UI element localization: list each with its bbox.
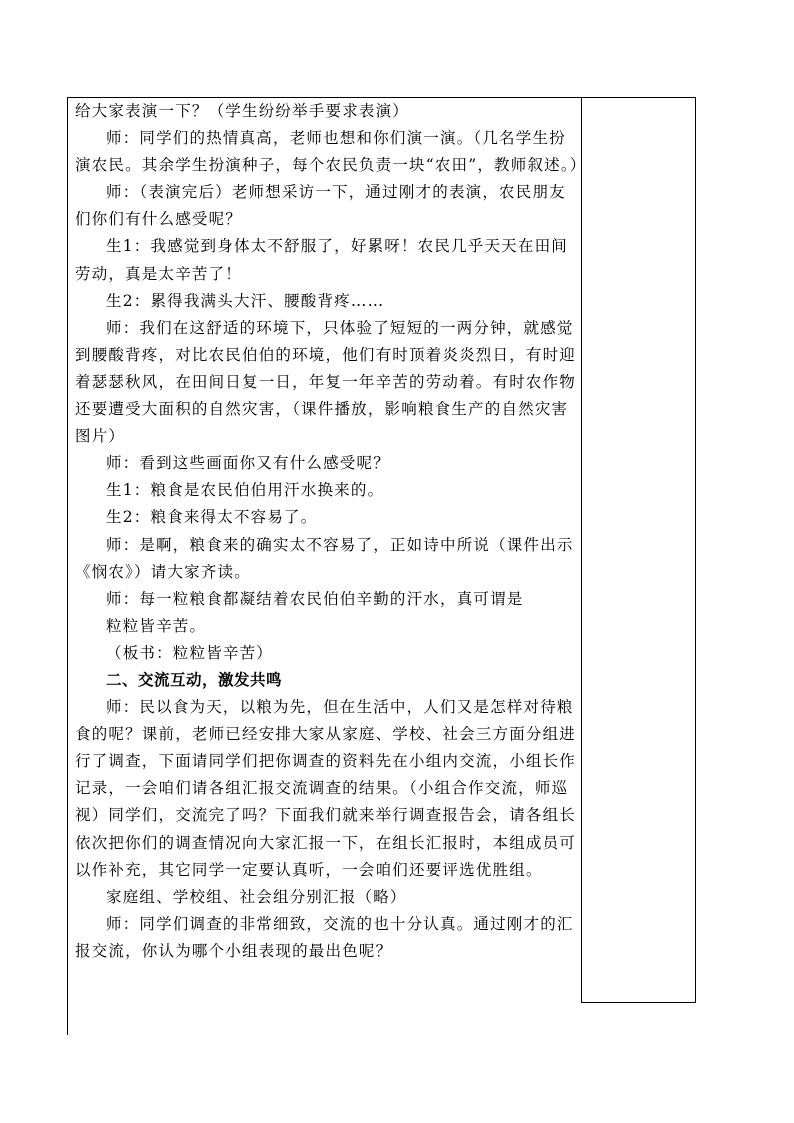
section-heading: 二、交流互动，激发共鸣: [106, 670, 283, 689]
paragraph: 师：是啊，粮食来的确实太不容易了，正如诗中所说（课件出示《悯农》）请大家齐读。: [75, 535, 574, 581]
paragraph: 师：每一粒粮食都凝结着农民伯伯辛勤的汗水，真可谓是: [106, 589, 524, 608]
paragraph: 师：我们在这舒适的环境下，只体验了短短的一两分钟，就感觉到腰酸背疼，对比农民伯伯的环境，他们有时顶着炎炎烈日，有时迎着瑟瑟秋风，在田间日复一日，年复一年辛苦的劳动着。有时农作物还要遭受大面积的自然灾害，（课件播放，影响粮食生产的自然灾害图片）: [75, 318, 577, 446]
table-right-border: [695, 97, 696, 1003]
blackboard-note: （板书：粒粒皆辛苦）: [106, 643, 274, 662]
paragraph: 粒粒皆辛苦。: [106, 616, 207, 635]
paragraph: 给大家表演一下？（学生纷纷举手要求表演）: [75, 102, 410, 120]
paragraph: 师：（表演完后）老师想采访一下，通过刚才的表演，农民朋友们你们有什么感受呢？: [75, 183, 566, 229]
lesson-content: [75, 98, 587, 965]
paragraph: 师：同学们的热情真高，老师也想和你们演一演。（几名学生扮演农民。其余学生扮演种子，每个农民负责一块“农田”，教师叙述。）: [75, 129, 587, 175]
paragraph: 生1：粮食是农民伯伯用汗水换来的。: [106, 481, 385, 500]
paragraph: 生2：粮食来得太不容易了。: [106, 508, 318, 527]
paragraph: 家庭组、学校组、社会组分别汇报（略）: [106, 887, 407, 906]
paragraph: 生1：我感觉到身体太不舒服了，好累呀！农民几乎天天在田间劳动，真是太辛苦了！: [75, 237, 568, 283]
paragraph: 师：民以食为天，以粮为先，但在生活中，人们又是怎样对待粮食的呢？课前，老师已经安排大家从家庭、学校、社会三方面分组进行了调查，下面请同学们把你调查的资料先在小组内交流，小组长作记录，一会咱们请各组汇报交流调查的结果。（小组合作交流，师巡视）同学们，交流完了吗？下面我们就来举行调查报告会，请各组长依次把你们的调查情况向大家汇报一下，在组长汇报时，本组成员可以作补充，其它同学一定要认真听，一会咱们还要评选优胜组。: [75, 698, 577, 879]
table-notes-bottom-border: [581, 1002, 696, 1003]
paragraph: 生2：累得我满头大汗、腰酸背疼……: [106, 291, 385, 310]
table-left-border: [67, 97, 68, 1035]
paragraph: 师：同学们调查的非常细致，交流的也十分认真。通过刚才的汇报交流，你认为哪个小组表现的最出色呢？: [75, 914, 574, 960]
paragraph: 师：看到这些画面你又有什么感受呢？: [106, 454, 390, 473]
